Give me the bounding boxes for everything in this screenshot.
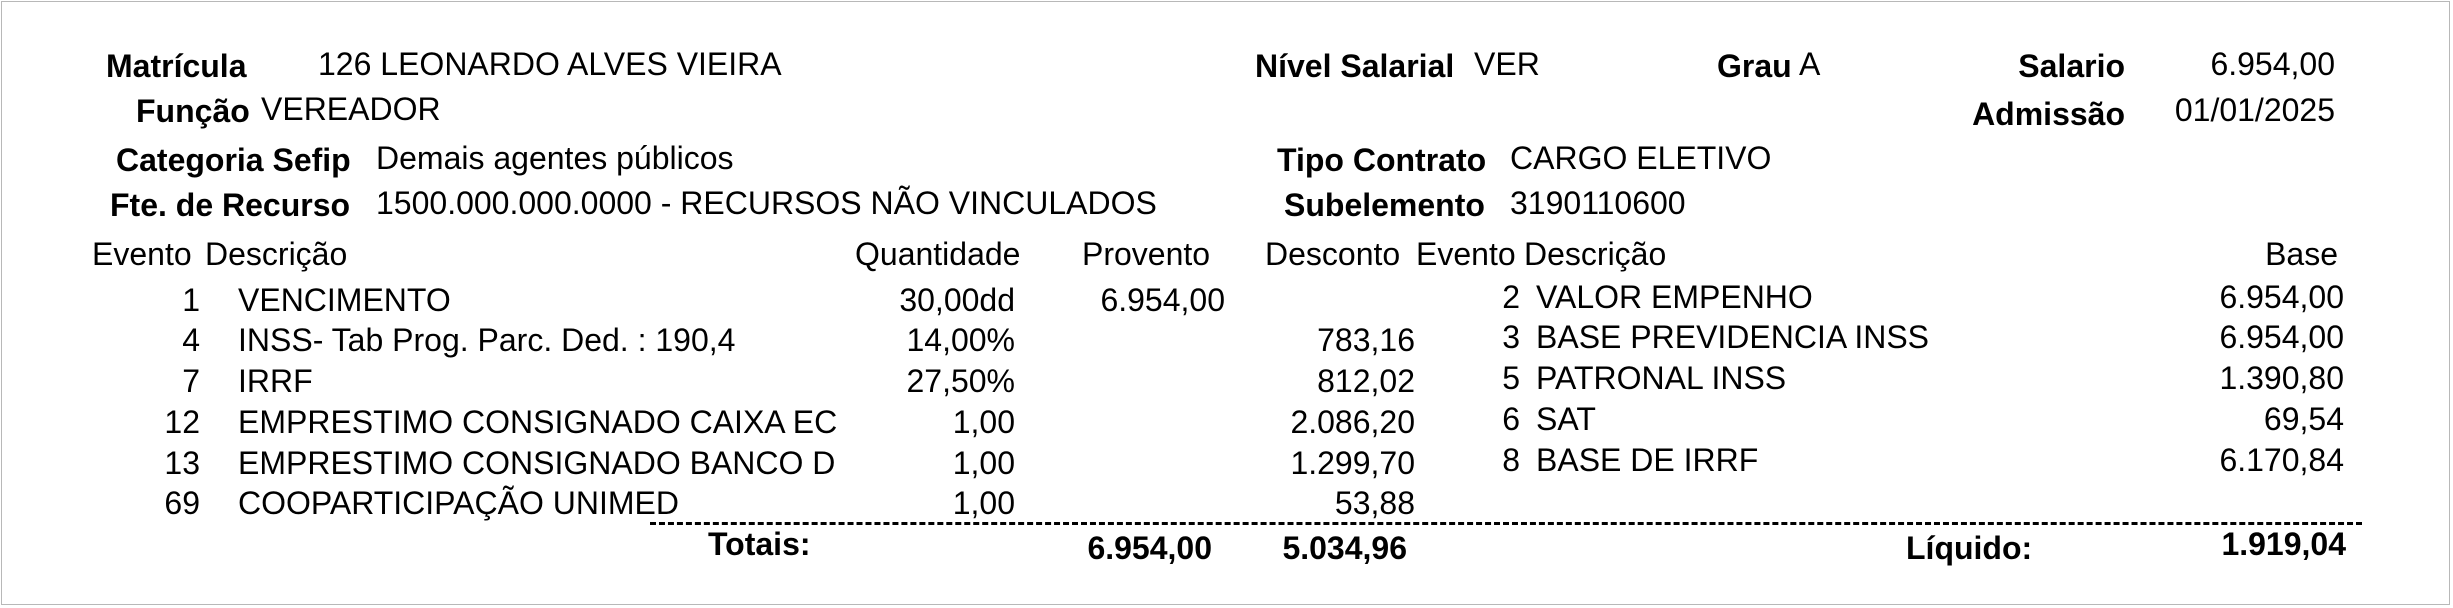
evento-base: 6.954,00 — [2219, 279, 2344, 315]
salario-value: 6.954,00 — [2210, 46, 2335, 82]
matricula-value: 126 LEONARDO ALVES VIEIRA — [318, 46, 782, 82]
evento-base: 6.954,00 — [2219, 319, 2344, 355]
col-evento-left: Evento — [92, 236, 192, 272]
col-descricao-right: Descrição — [1524, 236, 1667, 272]
evento-quantidade: 14,00% — [906, 322, 1015, 358]
evento-descricao: BASE DE IRRF — [1536, 442, 1759, 478]
evento-code: 7 — [182, 363, 200, 399]
evento-descricao: EMPRESTIMO CONSIGNADO BANCO D — [238, 445, 836, 481]
evento-code: 12 — [164, 404, 200, 440]
grau-label: Grau — [1717, 48, 1792, 84]
evento-code: 6 — [1502, 401, 1520, 437]
nivel-salarial-value: VER — [1474, 46, 1540, 82]
col-descricao-left: Descrição — [205, 236, 348, 272]
liquido-label: Líquido: — [1906, 530, 2033, 566]
evento-code: 13 — [164, 445, 200, 481]
evento-quantidade: 1,00 — [952, 445, 1015, 481]
salario-label: Salario — [2018, 48, 2125, 84]
evento-code: 3 — [1502, 319, 1520, 355]
evento-descricao: PATRONAL INSS — [1536, 360, 1787, 396]
evento-base: 1.390,80 — [2219, 360, 2344, 396]
evento-code: 69 — [164, 485, 200, 521]
liquido-value: 1.919,04 — [2221, 526, 2346, 562]
evento-descricao: INSS- Tab Prog. Parc. Ded. : 190,4 — [238, 322, 736, 358]
evento-descricao: COOPARTICIPAÇÃO UNIMED — [238, 485, 679, 521]
total-desconto: 5.034,96 — [1282, 530, 1407, 566]
totais-label: Totais: — [708, 526, 811, 562]
evento-desconto: 1.299,70 — [1290, 445, 1415, 481]
evento-descricao: VALOR EMPENHO — [1536, 279, 1813, 315]
funcao-label: Função — [136, 93, 250, 129]
nivel-salarial-label: Nível Salarial — [1255, 48, 1455, 84]
evento-descricao: EMPRESTIMO CONSIGNADO CAIXA EC — [238, 404, 838, 440]
totals-divider — [650, 522, 2362, 525]
fonte-recurso-value: 1500.000.000.0000 - RECURSOS NÃO VINCULADOS — [376, 185, 1157, 221]
matricula-label: Matrícula — [106, 48, 247, 84]
evento-code: 1 — [182, 282, 200, 318]
evento-descricao: IRRF — [238, 363, 313, 399]
evento-code: 4 — [182, 322, 200, 358]
evento-descricao: SAT — [1536, 401, 1596, 437]
col-base: Base — [2265, 236, 2338, 272]
evento-code: 2 — [1502, 279, 1520, 315]
evento-desconto: 2.086,20 — [1290, 404, 1415, 440]
funcao-value: VEREADOR — [261, 91, 441, 127]
admissao-value: 01/01/2025 — [2174, 92, 2335, 128]
categoria-sefip-label: Categoria Sefip — [116, 142, 351, 178]
evento-code: 8 — [1502, 442, 1520, 478]
evento-quantidade: 1,00 — [952, 485, 1015, 521]
evento-desconto: 783,16 — [1317, 322, 1415, 358]
evento-base: 6.170,84 — [2219, 442, 2344, 478]
subelemento-label: Subelemento — [1284, 187, 1485, 223]
subelemento-value: 3190110600 — [1510, 185, 1686, 221]
evento-base: 69,54 — [2263, 401, 2344, 437]
tipo-contrato-label: Tipo Contrato — [1277, 142, 1487, 178]
evento-descricao: BASE PREVIDENCIA INSS — [1536, 319, 1930, 355]
evento-quantidade: 27,50% — [906, 363, 1015, 399]
evento-provento: 6.954,00 — [1100, 282, 1225, 318]
col-evento-right: Evento — [1416, 236, 1516, 272]
total-provento: 6.954,00 — [1087, 530, 1212, 566]
col-provento: Provento — [1082, 236, 1211, 272]
evento-desconto: 812,02 — [1317, 363, 1415, 399]
grau-value: A — [1799, 46, 1821, 82]
evento-descricao: VENCIMENTO — [238, 282, 451, 318]
col-desconto: Desconto — [1265, 236, 1401, 272]
fonte-recurso-label: Fte. de Recurso — [110, 187, 351, 223]
col-quantidade: Quantidade — [855, 236, 1021, 272]
tipo-contrato-value: CARGO ELETIVO — [1510, 140, 1772, 176]
evento-desconto: 53,88 — [1334, 485, 1415, 521]
categoria-sefip-value: Demais agentes públicos — [376, 140, 734, 176]
evento-quantidade: 30,00dd — [899, 282, 1015, 318]
evento-quantidade: 1,00 — [952, 404, 1015, 440]
admissao-label: Admissão — [1972, 96, 2125, 132]
evento-code: 5 — [1502, 360, 1520, 396]
